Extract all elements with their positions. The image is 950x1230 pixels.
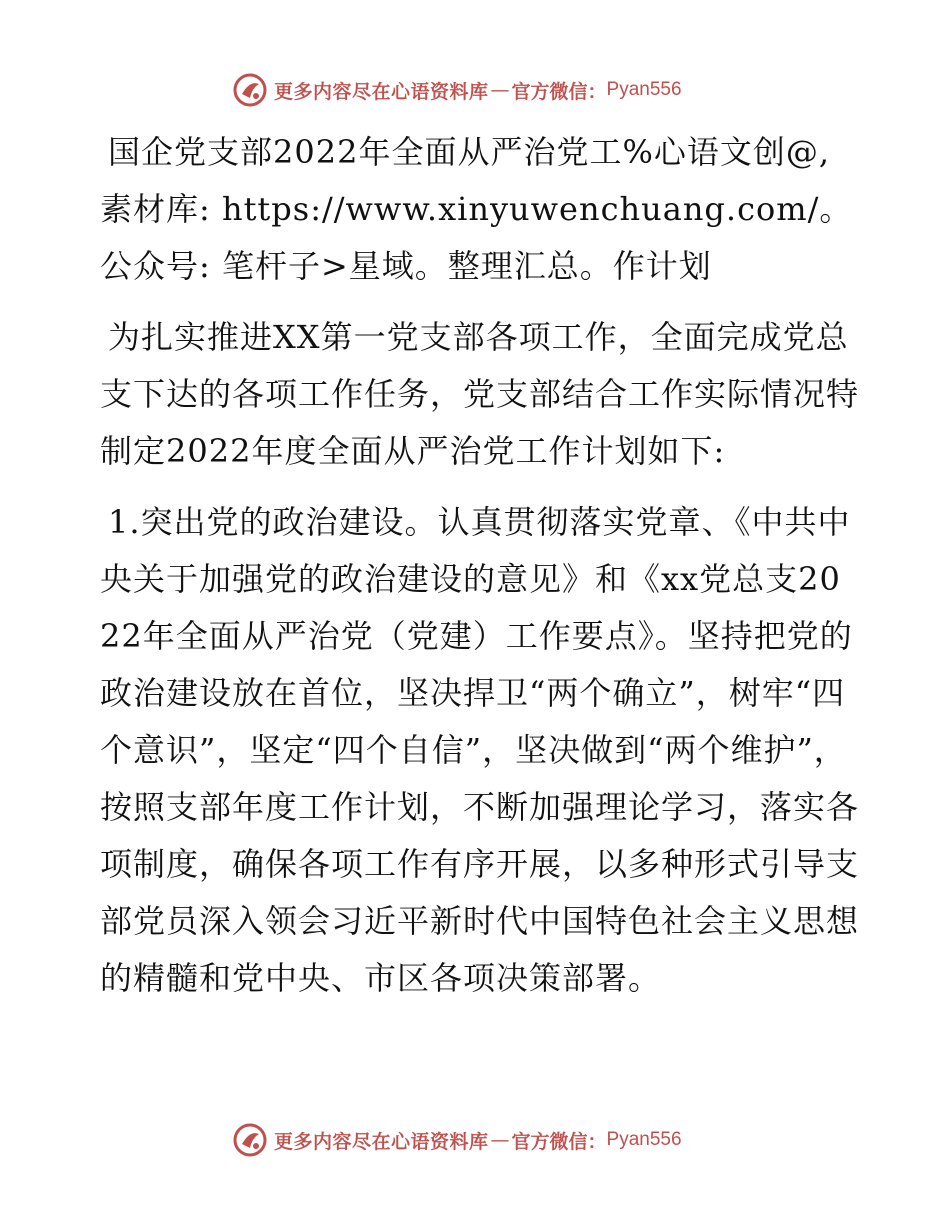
paragraph-item-1: 1.突出党的政治建设。认真贯彻落实党章、《中共中央关于加强党的政治建设的意见》和《xx党总支2022年全面从严治党（党建）工作要点》。坚持把党的政治建设放在首位，坚决捍卫“两个确立”，树牢“四个意识”，坚定“四个自信”，坚决做到“两个维护”，按照支部年度工作计划，不断加强理论学习，落实各项制度，确保各项工作有序开展，以多种形式引导支部党员深入领会习近平新时代中国特色社会主义思想的精髓和党中央、市区各项决策部署。 xyxy=(100,503,860,997)
paragraph-title: 国企党支部2022年全面从严治党工%心语文创@,素材库: https://www.xinyuwenchuang.com/。公众号: 笔杆子>星域。整理汇总。作计划 xyxy=(100,133,853,285)
banner-dash: — xyxy=(490,79,510,101)
footer-banner xyxy=(232,1120,682,1160)
banner-dash: — xyxy=(490,1129,510,1151)
banner-wechat-id: Pyan556 xyxy=(606,79,682,100)
brand-logo-icon xyxy=(232,72,268,108)
brand-logo-icon xyxy=(232,1122,268,1158)
banner-text: 更多内容尽在心语资料库 xyxy=(274,1130,489,1153)
banner-wechat-label: 官方微信： xyxy=(511,80,607,103)
header-banner xyxy=(232,70,682,110)
document-body xyxy=(100,124,860,1021)
paragraph-intro: 为扎实推进XX第一党支部各项工作，全面完成党总支下达的各项工作任务，党支部结合工作实际情况特制定2022年度全面从严治党工作计划如下: xyxy=(100,318,860,470)
banner-text: 更多内容尽在心语资料库 xyxy=(274,80,489,103)
banner-wechat-label: 官方微信： xyxy=(511,1130,607,1153)
banner-wechat-id: Pyan556 xyxy=(606,1129,682,1150)
